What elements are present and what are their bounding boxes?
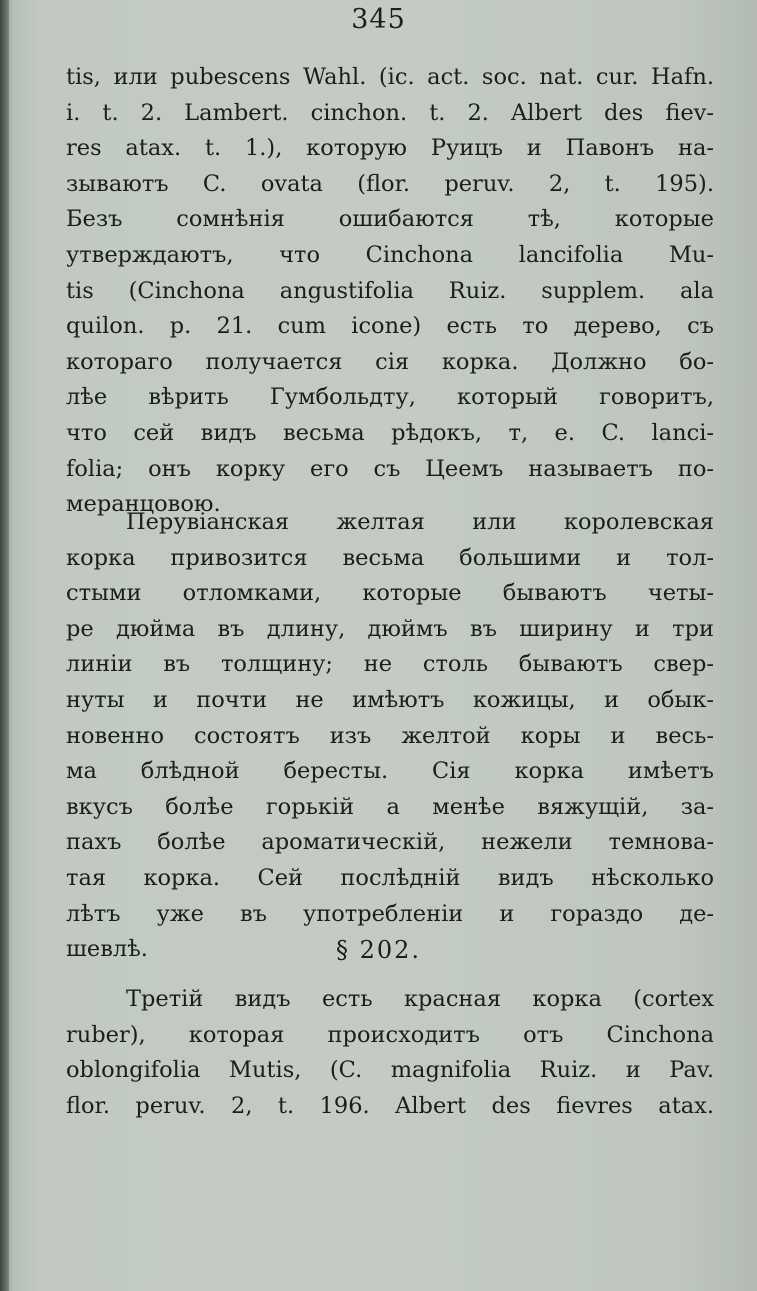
- text-line: линіи въ толщину; не столь бываютъ свер-: [66, 651, 714, 678]
- text-line: лѣтъ уже въ употребленіи и гораздо де-: [66, 900, 714, 927]
- text-line: ruber), которая происходитъ отъ Cinchona: [66, 1021, 714, 1048]
- text-line: новенно состоятъ изъ желтой коры и весь-: [66, 722, 714, 749]
- paragraph-1: [66, 60, 714, 523]
- text-line: вкусъ болѣе горькій а менѣе вяжущій, за-: [66, 793, 714, 820]
- text-line: зываютъ C. ovata (flor. peruv. 2, t. 195).: [66, 170, 714, 197]
- page-number: 345: [351, 4, 406, 35]
- text-line: Третій видъ есть красная корка (cortex: [126, 986, 714, 1012]
- text-line: что сей видъ весьма рѣдокъ, т, е. C. lanci-: [66, 419, 714, 446]
- page-gutter: [0, 0, 9, 1291]
- text-line: Безъ сомнѣнія ошибаются тѣ, которые: [66, 206, 714, 233]
- text-line: котораго получается сія корка. Должно бо-: [66, 348, 714, 375]
- paragraph-2: [66, 505, 714, 968]
- text-line: tis (Cinchona angustifolia Ruiz. supplem. ala: [66, 277, 714, 304]
- text-line: folia; онъ корку его съ Цеемъ называетъ по-: [66, 455, 714, 482]
- text-line: утверждаютъ, что Cinchona lancifolia Mu-: [66, 241, 714, 268]
- text-line: flor. peruv. 2, t. 196. Albert des fievres atax.: [66, 1092, 714, 1119]
- text-line: пахъ болѣе ароматическій, нежели темнова-: [66, 829, 714, 856]
- paragraph-3: [66, 982, 714, 1124]
- text-line: ре дюйма въ длину, дюймъ въ ширину и три: [66, 615, 714, 642]
- text-line: oblongifolia Mutis, (C. magnifolia Ruiz. и Pav.: [66, 1057, 714, 1084]
- text-line: шевлѣ.: [66, 936, 148, 963]
- text-line: quilon. p. 21. cum icone) есть то дерево, съ: [66, 313, 714, 340]
- text-line: лѣе вѣрить Гумбольдту, который говоритъ,: [66, 384, 714, 411]
- text-line: тая корка. Сей послѣдній видъ нѣсколько: [66, 864, 714, 891]
- text-line: меранцовою.: [66, 491, 221, 518]
- text-line: ма блѣдной бересты. Сія корка имѣетъ: [66, 758, 714, 785]
- text-line: Перувіанская желтая или королевская: [126, 509, 714, 535]
- section-heading: § 202.: [335, 936, 422, 964]
- text-line: tis, или pubescens Wahl. (ic. act. soc. nat. cur. Hafn.: [66, 64, 714, 90]
- text-line: нуты и почти не имѣютъ кожицы, и обык-: [66, 686, 714, 713]
- text-line: res atax. t. 1.), которую Руицъ и Павонъ на-: [66, 135, 714, 162]
- text-line: i. t. 2. Lambert. cinchon. t. 2. Albert des fiev-: [66, 99, 714, 126]
- text-line: стыми отломками, которые бываютъ четы-: [66, 580, 714, 607]
- text-line: корка привозится весьма большими и тол-: [66, 544, 714, 571]
